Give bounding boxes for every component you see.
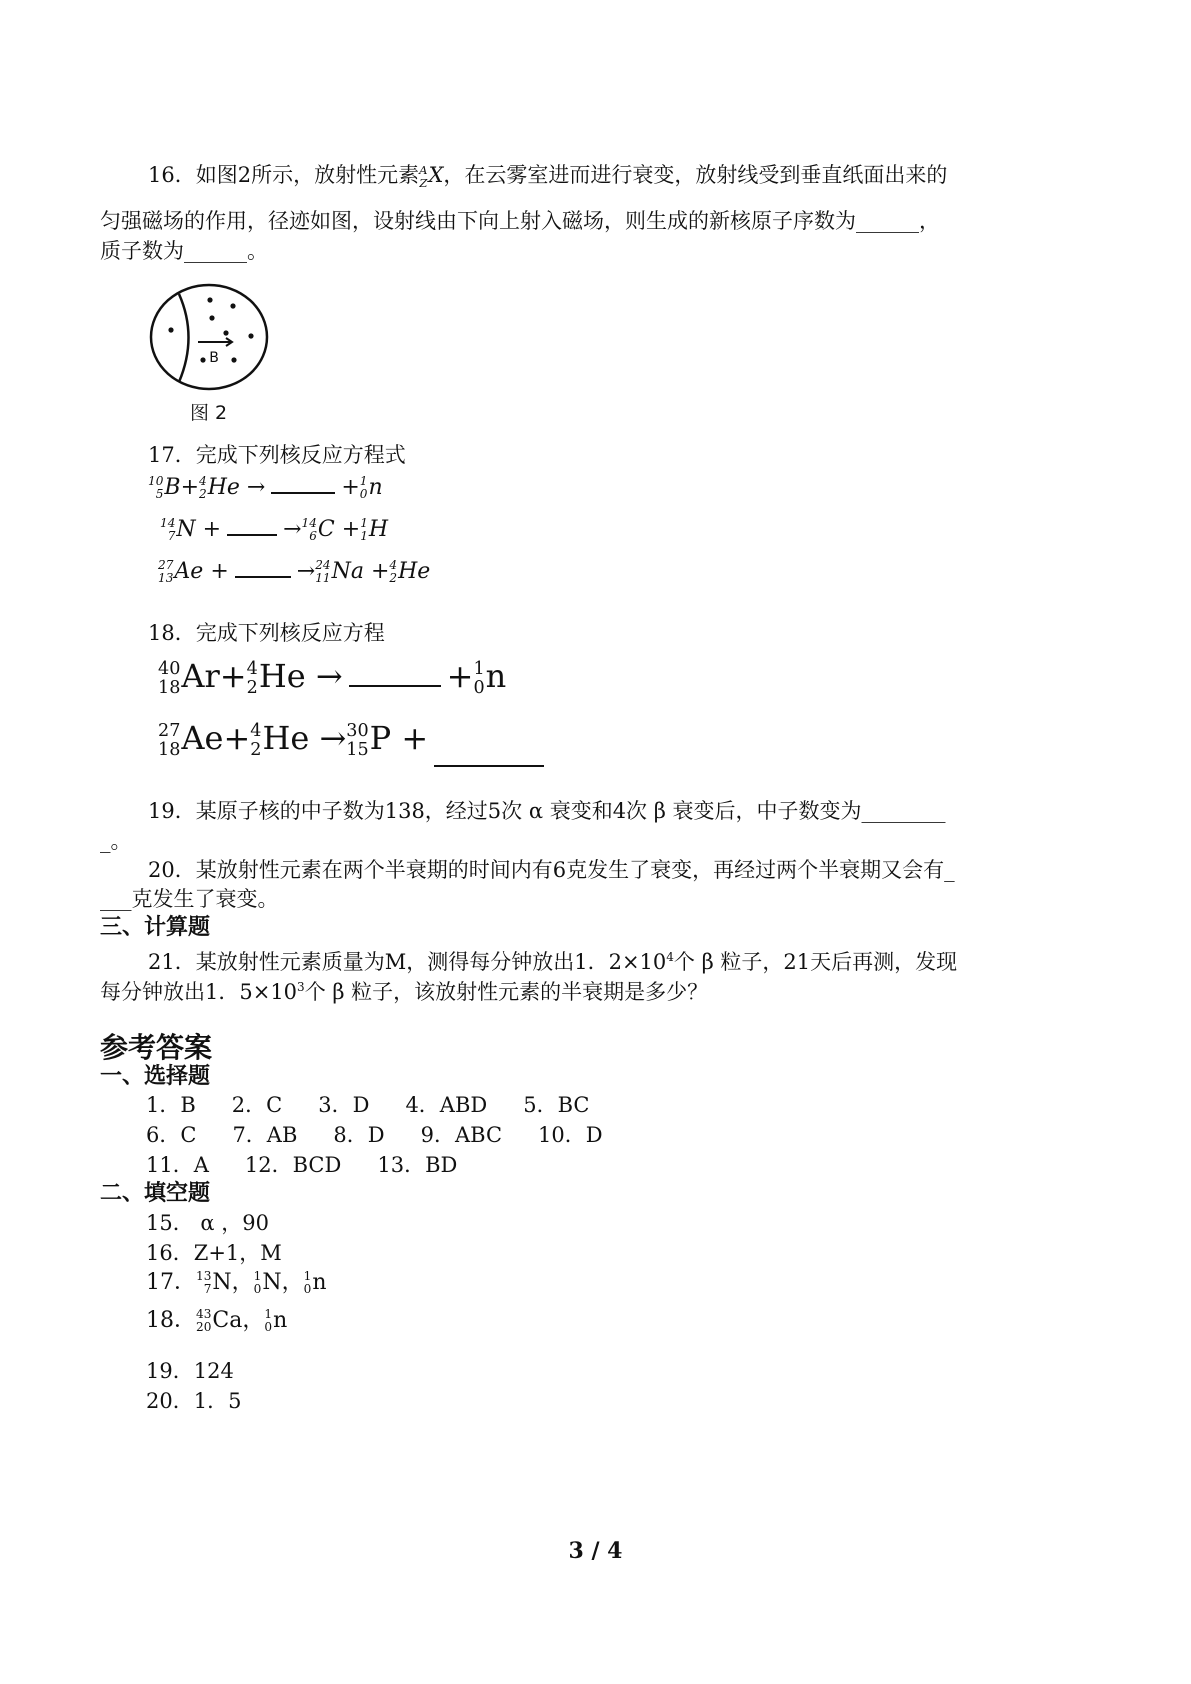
q18-equation-1: 40 18 Ar+ 4 2 He → + 1 0 n [158, 650, 506, 702]
answer-item: 6．C [146, 1123, 197, 1147]
answer-item: 5．BC [523, 1093, 590, 1117]
answers-section1: 一、选择题 [100, 1064, 211, 1089]
answer-17: 17． 13 7 N， 1 0 N， 1 0 n [146, 1269, 327, 1296]
q16-line1 [148, 160, 947, 190]
answer-item: 2．C [231, 1093, 283, 1117]
answers-row-3 [146, 1150, 493, 1180]
cloud-chamber-figure [146, 282, 272, 394]
q18-eq1-blank [349, 653, 441, 687]
q17-title: 17．完成下列核反应方程式 [148, 443, 406, 467]
answer-item: 1．B [146, 1093, 196, 1117]
q16-line2: 匀强磁场的作用，径迹如图，设射线由下向上射入磁场，则生成的新核原子序数为______， [100, 209, 940, 233]
answer-20: 20．1．5 [146, 1389, 242, 1413]
answer-16: 16．Z+1，M [146, 1241, 282, 1265]
answers-section2: 二、填空题 [100, 1181, 211, 1206]
q17-eq2-blank [227, 512, 277, 536]
q17-equation-2: 14 7 N + → 14 6 C + 1 1 H [160, 512, 388, 547]
q21-line2: 每分钟放出1．$5\times 10^3$个 β 粒子，该放射性元素的半衰期是多少？ [100, 980, 709, 1004]
answers-row-1 [146, 1090, 626, 1120]
q21-line1: 21．某放射性元素质量为M，测得每分钟放出1．$2\times 10^4$个 β 粒子，21天后再测，发现 [148, 950, 958, 974]
svg-text:B: B [209, 350, 219, 366]
q20-line2: ___克发生了衰变。 [100, 887, 279, 911]
q17-eq1-blank [271, 470, 335, 494]
answers-row-2 [146, 1120, 639, 1150]
q16-line3: 质子数为______。 [100, 239, 268, 263]
q16-text-pre: 16．如图2所示，放射性元素 [148, 163, 420, 187]
answer-19: 19．124 [146, 1359, 234, 1383]
answer-item: 12．BCD [244, 1153, 342, 1177]
page-number: 3 / 4 [568, 1538, 623, 1564]
q17-equation-1: 10 5 B+ 4 2 He → + 1 0 n [148, 470, 383, 505]
answer-item: 11．A [146, 1153, 209, 1177]
answer-18: 18． 43 20 Ca， 1 0 n [146, 1307, 288, 1334]
answers-heading: 参考答案 [100, 1031, 213, 1064]
section3-heading: 三、计算题 [100, 915, 211, 940]
answer-item: 9．ABC [420, 1123, 503, 1147]
answer-item: 10．D [538, 1123, 603, 1147]
answer-item: 7．AB [232, 1123, 298, 1147]
q16-nuclide: A Z X [419, 163, 444, 190]
figure-caption: 图 2 [190, 402, 228, 424]
q18-eq2-blank [434, 733, 544, 767]
q19-line2: _。 [100, 829, 132, 853]
q16-text-post: ，在云雾室进而进行衰变，放射线受到垂直纸面出来的 [443, 163, 948, 187]
answer-15: 15． α ，90 [146, 1211, 269, 1235]
q20-line1: 20．某放射性元素在两个半衰期的时间内有6克发生了衰变，再经过两个半衰期又会有_ [148, 858, 955, 882]
q18-equation-2: 27 18 Ae+ 4 2 He → 30 15 P + [158, 712, 550, 764]
answer-item: 8．D [333, 1123, 385, 1147]
answer-item: 4．ABD [405, 1093, 488, 1117]
q19-line1: 19．某原子核的中子数为138，经过5次 α 衰变和4次 β 衰变后，中子数变为________ [148, 799, 946, 823]
answer-item: 3．D [318, 1093, 370, 1117]
q17-eq3-blank [235, 554, 291, 578]
answer-item: 13．BD [377, 1153, 458, 1177]
q17-equation-3: 27 13 Ae + → 24 11 Na + 4 2 He [158, 554, 430, 589]
q18-title: 18．完成下列核反应方程 [148, 621, 385, 645]
